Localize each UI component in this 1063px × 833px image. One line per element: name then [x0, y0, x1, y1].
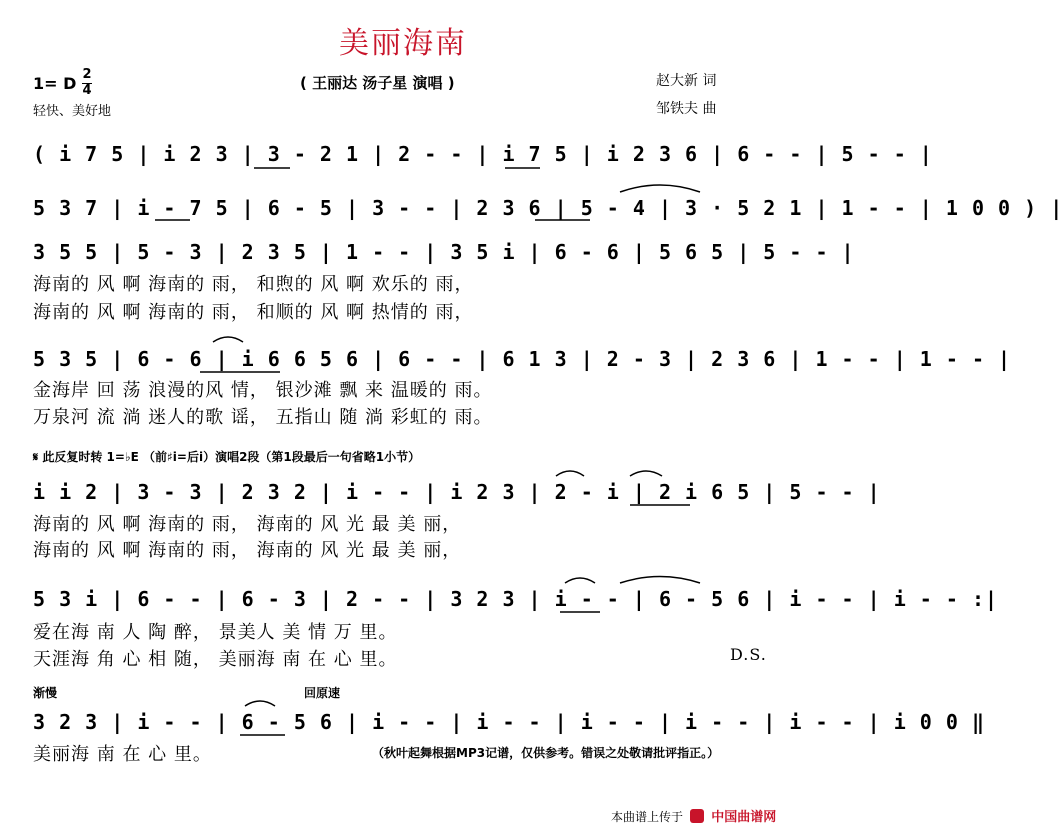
score-line-3: 3 5 5 | 5 - 3 | 2 3 5 | 1 - - | 3 5 i | 6 - 6 | 5 6 5 | 5 - - | [33, 240, 855, 264]
ritardando-mark: 渐慢 [33, 686, 58, 700]
tempo-marking: 轻快、美好地 [33, 104, 112, 119]
lyric-line-6a: 爱在海 南 人 陶 醉， 景美人 美 情 万 里。 [33, 622, 398, 643]
tie-arc [245, 701, 275, 706]
performers-subtitle: ( 王丽达 汤子星 演唱 ) [300, 74, 455, 92]
site-name-link[interactable]: 中国曲谱网 [711, 810, 777, 825]
page-title: 美丽海南 [339, 26, 467, 61]
key-signature: 1= D [33, 74, 77, 93]
a-tempo-mark: 回原速 [304, 686, 341, 700]
upload-text: 本曲谱上传于 [611, 810, 684, 824]
lyric-line-4a: 金海岸 回 荡 浪漫的风 情， 银沙滩 飘 来 温暖的 雨。 [33, 380, 493, 401]
tie-arc [213, 337, 243, 342]
segno-icon: 𝄋 [33, 450, 39, 464]
tie-arc [556, 471, 584, 476]
composer-credit: 邹铁夫 曲 [656, 101, 717, 117]
meter-top: 2 [82, 67, 92, 82]
tie-arc [620, 185, 700, 192]
score-line-6: 5 3 i | 6 - - | 6 - 3 | 2 - - | 3 2 3 | i - - | 6 - 5 6 | i - - | i - - :| [33, 587, 999, 611]
lyricist-credit: 赵大新 词 [656, 73, 717, 89]
lyric-line-3b: 海南的 风 啊 海南的 雨， 和顺的 风 啊 热情的 雨， [33, 302, 474, 323]
score-line-7: 3 2 3 | i - - | 6 - 5 6 | i - - | i - - | i - - | i - - | i - - | i 0 0 ‖ [33, 710, 985, 734]
lyric-line-7: 美丽海 南 在 心 里。 [33, 744, 212, 765]
transcriber-note: （秋叶起舞根据MP3记谱，仅供参考。错误之处敬请批评指正。） [372, 746, 720, 760]
ds-label: D.S. [730, 645, 767, 664]
meter-bottom: 4 [82, 83, 92, 98]
score-line-4: 5 3 5 | 6 - 6 | i 6 6 5 6 | 6 - - | 6 1 3 | 2 - 3 | 2 3 6 | 1 - - | 1 - - | [33, 347, 1012, 371]
tie-arc [620, 577, 700, 584]
lyric-line-4b: 万泉河 流 淌 迷人的歌 谣， 五指山 随 淌 彩虹的 雨。 [33, 407, 493, 428]
score-line-2: 5 3 7 | i - 7 5 | 6 - 5 | 3 - - | 2 3 6 | 5 - 4 | 3 · 5 2 1 | 1 - - | 1 0 0 ) | [33, 196, 1063, 220]
lyric-line-6b: 天涯海 角 心 相 随， 美丽海 南 在 心 里。 [33, 649, 398, 670]
lyric-line-5b: 海南的 风 啊 海南的 雨， 海南的 风 光 最 美 丽， [33, 540, 462, 561]
ds-instruction-text: 此反复时转 1=♭E （前♯i=后i）演唱2段（第1段最后一句省略1小节） [42, 450, 421, 464]
tie-arc [565, 578, 595, 583]
score-line-1: ( i 7 5 | i 2 3 | 3 - 2 1 | 2 - - | i 7 5 | i 2 3 6 | 6 - - | 5 - - | [33, 142, 933, 166]
lyric-line-5a: 海南的 风 啊 海南的 雨， 海南的 风 光 最 美 丽， [33, 514, 462, 535]
score-line-5: i i 2 | 3 - 3 | 2 3 2 | i - - | i 2 3 | 2 - i | 2 i 6 5 | 5 - - | [33, 480, 881, 504]
lyric-line-3a: 海南的 风 啊 海南的 雨， 和煦的 风 啊 欢乐的 雨， [33, 274, 474, 295]
tie-arc [630, 471, 662, 476]
